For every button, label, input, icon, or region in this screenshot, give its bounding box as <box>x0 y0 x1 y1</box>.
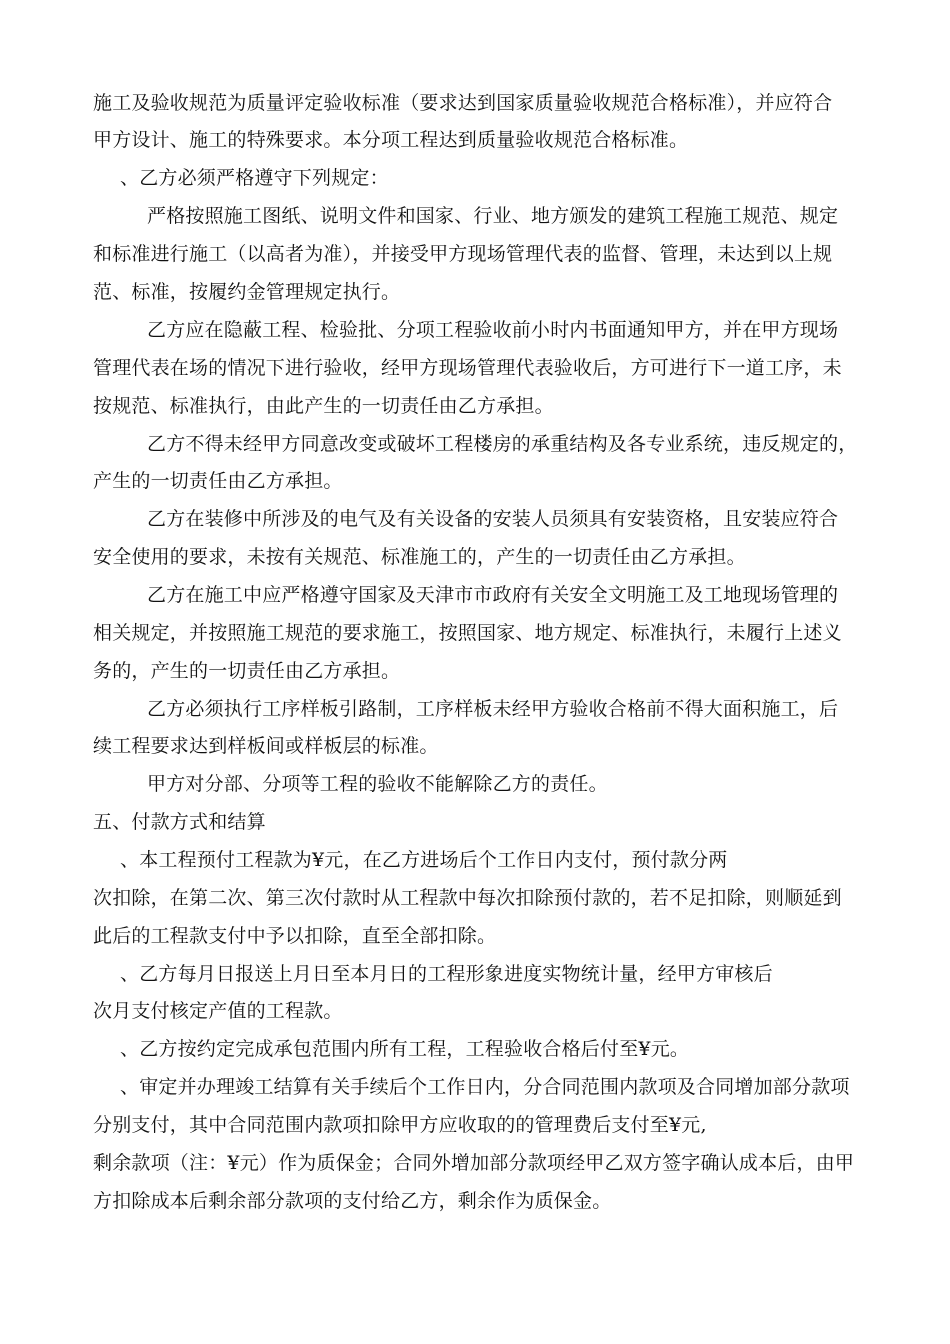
text-line: 施工及验收规范为质量评定验收标准（要求达到国家质量验收规范合格标准），并应符合 <box>93 92 833 114</box>
text-line: 、乙方按约定完成承包范围内所有工程，工程验收合格后付至¥元。 <box>120 1038 690 1060</box>
text-line: 务的，产生的一切责任由乙方承担。 <box>93 660 401 682</box>
text-line: 剩余款项（注：¥元）作为质保金；合同外增加部分款项经甲乙双方签字确认成本后，由甲 <box>93 1152 855 1174</box>
text-line: 乙方在装修中所涉及的电气及有关设备的安装人员须具有安装资格，且安装应符合 <box>147 508 839 530</box>
text-line: 范、标准，按履约金管理规定执行。 <box>93 281 401 303</box>
section-heading: 五、付款方式和结算 <box>93 811 266 833</box>
text-line: 甲方对分部、分项等工程的验收不能解除乙方的责任。 <box>147 773 608 795</box>
text-line: 、审定并办理竣工结算有关手续后个工作日内，分合同范围内款项及合同增加部分款项 <box>120 1076 850 1098</box>
text-line: 产生的一切责任由乙方承担。 <box>93 470 343 492</box>
text-line: 乙方应在隐蔽工程、检验批、分项工程验收前小时内书面通知甲方，并在甲方现场 <box>147 319 839 341</box>
section-item: 、乙方必须严格遵守下列规定： <box>120 167 389 189</box>
text-line: 安全使用的要求，未按有关规范、标准施工的，产生的一切责任由乙方承担。 <box>93 546 746 568</box>
text-line: 续工程要求达到样板间或样板层的标准。 <box>93 735 439 757</box>
text-line: 乙方必须执行工序样板引路制，工序样板未经甲方验收合格前不得大面积施工，后 <box>147 698 839 720</box>
text-line: 、乙方每月日报送上月日至本月日的工程形象进度实物统计量，经甲方审核后 <box>120 963 773 985</box>
text-line: 次月支付核定产值的工程款。 <box>93 1000 343 1022</box>
text-line: 乙方不得未经甲方同意改变或破坏工程楼房的承重结构及各专业系统，违反规定的， <box>147 433 858 455</box>
text-line: 分别支付，其中合同范围内款项扣除甲方应收取的的管理费后支付至¥元, <box>93 1114 707 1136</box>
text-line: 严格按照施工图纸、说明文件和国家、行业、地方颁发的建筑工程施工规范、规定 <box>147 205 839 227</box>
text-line: 次扣除，在第二次、第三次付款时从工程款中每次扣除预付款的，若不足扣除，则顺延到 <box>93 887 842 909</box>
text-line: 管理代表在场的情况下进行验收，经甲方现场管理代表验收后，方可进行下一道工序，未 <box>93 357 842 379</box>
text-line: 乙方在施工中应严格遵守国家及天津市市政府有关安全文明施工及工地现场管理的 <box>147 584 839 606</box>
text-line: 此后的工程款支付中予以扣除，直至全部扣除。 <box>93 925 497 947</box>
text-line: 、本工程预付工程款为¥元，在乙方进场后个工作日内支付，预付款分两 <box>120 849 728 871</box>
text-line: 和标准进行施工（以高者为准），并接受甲方现场管理代表的监督、管理，未达到以上规 <box>93 243 833 265</box>
text-line: 按规范、标准执行，由此产生的一切责任由乙方承担。 <box>93 395 554 417</box>
text-line: 方扣除成本后剩余部分款项的支付给乙方，剩余作为质保金。 <box>93 1190 612 1212</box>
text-line: 甲方设计、施工的特殊要求。本分项工程达到质量验收规范合格标准。 <box>93 129 689 151</box>
text-line: 相关规定，并按照施工规范的要求施工，按照国家、地方规定、标准执行，未履行上述义 <box>93 622 842 644</box>
